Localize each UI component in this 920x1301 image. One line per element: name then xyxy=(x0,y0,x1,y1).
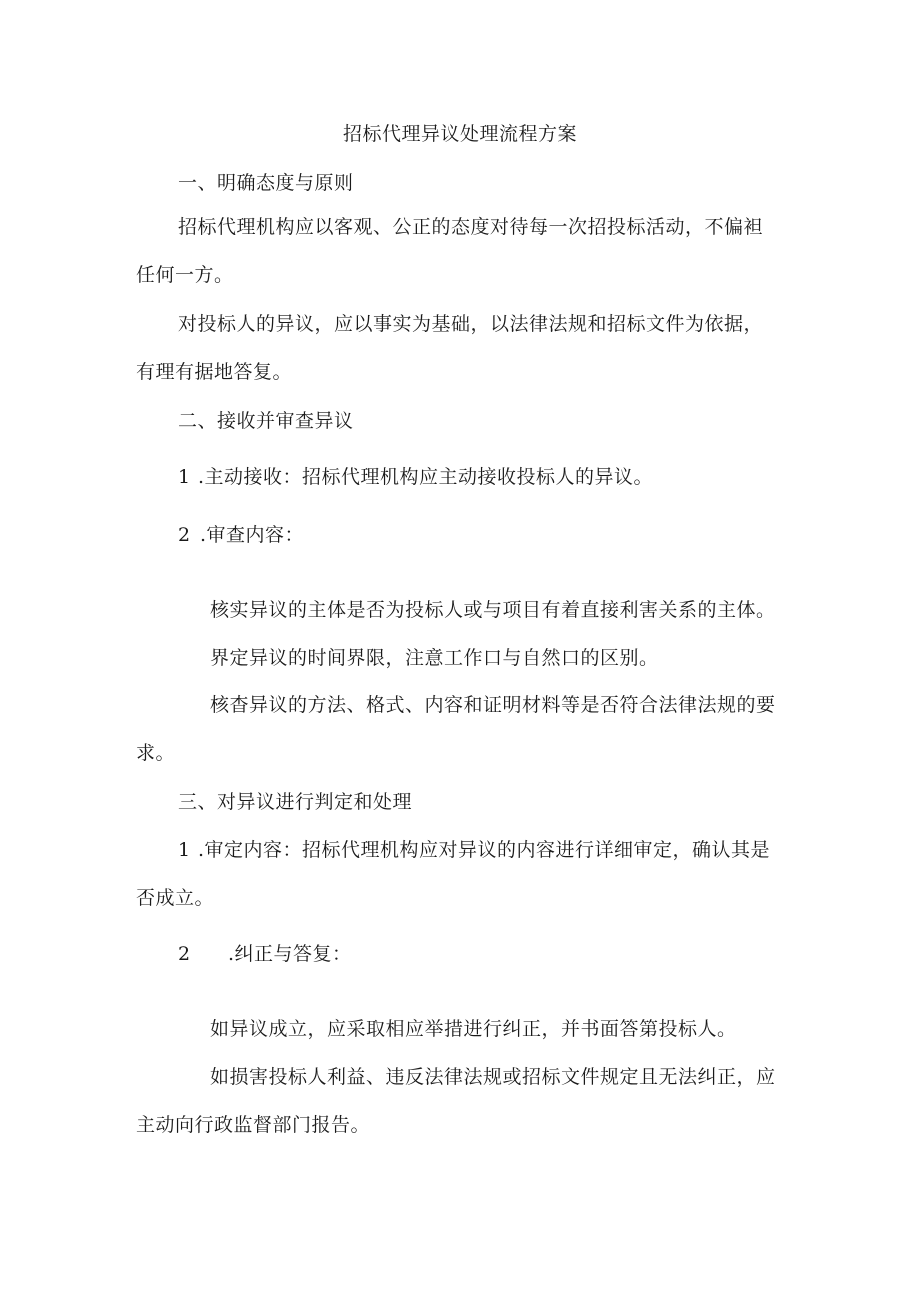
section-2-sub-item-3-line-1: 核杳异议的方法、格式、内容和证明材料等是否符合法律法规的要 xyxy=(210,694,776,716)
section-3-sub-item-2-line-2: 主动向行政监督部门报告。 xyxy=(136,1114,371,1136)
section-3-sub-item-1: 如异议成立，应采取相应举措进行纠正，并书面答第投标人。 xyxy=(210,1018,737,1040)
list-item-text: .审查内容： xyxy=(200,524,305,546)
section-3-item-1-line-2: 否成立。 xyxy=(136,887,215,909)
section-3-heading: 三、对异议进行判定和处理 xyxy=(178,791,413,813)
section-2-sub-item-2: 界定异议的时间界限，注意工作口与自然口的区别。 xyxy=(210,647,659,669)
section-1-paragraph-2-line-2: 有理有据地答复。 xyxy=(136,361,293,383)
section-1-paragraph-1-line-2: 任何一方。 xyxy=(136,264,234,286)
section-2-sub-item-3-line-2: 求。 xyxy=(136,742,176,764)
section-2-item-2 xyxy=(178,523,304,547)
section-3-sub-item-2-line-1: 如损害投标人利益、违反法律法规或招标文件规定且无法纠正，应 xyxy=(210,1066,776,1088)
list-item-text: .主动接收：招标代理机构应主动接收投标人的异议。 xyxy=(198,466,654,488)
list-number: 1 xyxy=(178,466,191,488)
section-3-item-1-line-1 xyxy=(178,838,770,862)
list-number: 1 xyxy=(178,839,191,861)
section-2-item-1 xyxy=(178,465,653,489)
list-number: 2 xyxy=(178,524,191,546)
section-1-paragraph-2-line-1: 对投标人的异议，应以事实为基础，以法律法规和招标文件为依据， xyxy=(178,313,764,335)
section-2-sub-item-1: 核实异议的主体是否为投标人或与项目有着直接利害关系的主体。 xyxy=(210,599,776,621)
list-item-text: .审定内容：招标代理机构应对异议的内容进行详细审定，确认其是 xyxy=(198,839,771,861)
section-1-heading: 一、明确态度与原则 xyxy=(178,172,354,194)
section-2-heading: 二、接收并审查异议 xyxy=(178,410,354,432)
document-title: 招标代理异议处理流程方案 xyxy=(342,123,577,145)
list-number: 2 xyxy=(178,943,191,965)
section-1-paragraph-1-line-1: 招标代理机构应以客观、公正的态度对待每一次招投标活动，不偏袒 xyxy=(178,216,764,238)
list-item-text: .纠正与答复： xyxy=(228,943,352,965)
section-3-item-2 xyxy=(178,942,352,966)
